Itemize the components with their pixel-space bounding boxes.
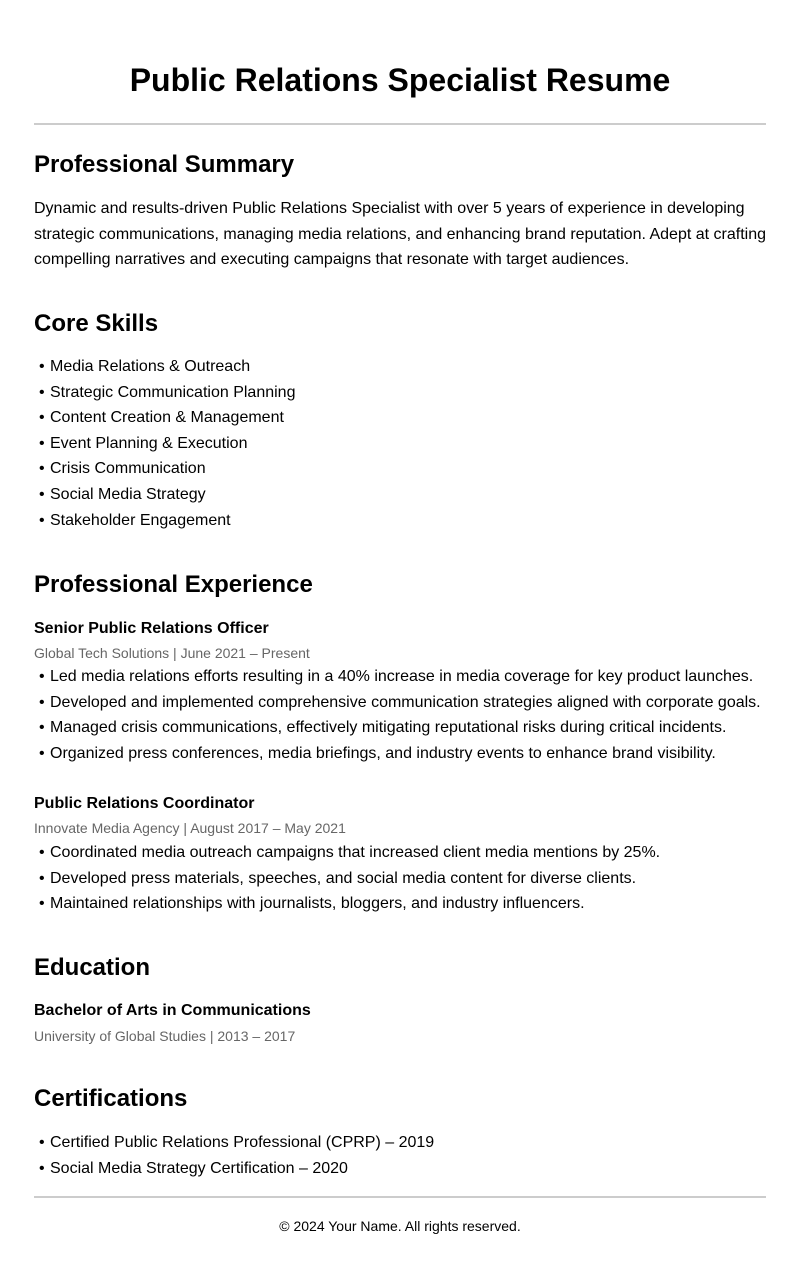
education-meta: University of Global Studies | 2013 – 2017 bbox=[34, 1028, 296, 1044]
bullet-glyph: • bbox=[39, 409, 45, 427]
job-bullet-text: Organized press conferences, media briefings, and industry events to enhance brand visibility. bbox=[50, 744, 716, 762]
skill-label: Event Planning & Execution bbox=[50, 434, 248, 452]
skill-item bbox=[39, 380, 779, 406]
certification-label: Certified Public Relations Professional (CPRP) – 2019 bbox=[50, 1134, 435, 1151]
skills-list bbox=[39, 354, 779, 533]
bullet-glyph: • bbox=[39, 1134, 45, 1151]
job-meta-1: Global Tech Solutions | June 2021 – Present bbox=[34, 645, 310, 661]
certifications-list bbox=[39, 1130, 779, 1181]
bullet-glyph: • bbox=[39, 869, 45, 887]
certifications-heading: Certifications bbox=[34, 1085, 188, 1112]
header-divider bbox=[34, 123, 766, 125]
job-meta-2: Innovate Media Agency | August 2017 – May 2021 bbox=[34, 820, 346, 836]
experience-heading: Professional Experience bbox=[34, 571, 313, 598]
bullet-glyph: • bbox=[39, 434, 45, 452]
job-bullet bbox=[39, 866, 779, 892]
job-bullets-2 bbox=[39, 840, 779, 917]
skill-label: Content Creation & Management bbox=[50, 409, 284, 427]
skill-label: Strategic Communication Planning bbox=[50, 383, 296, 401]
skill-item bbox=[39, 482, 779, 508]
bullet-glyph: • bbox=[39, 844, 45, 861]
job-bullet bbox=[39, 664, 779, 690]
footer-divider bbox=[34, 1196, 766, 1198]
skill-label: Stakeholder Engagement bbox=[50, 511, 231, 529]
bullet-glyph: • bbox=[39, 1159, 45, 1177]
summary-heading: Professional Summary bbox=[34, 151, 295, 178]
bullet-glyph: • bbox=[39, 668, 45, 685]
job-bullet bbox=[39, 690, 779, 716]
certification-item bbox=[39, 1156, 779, 1182]
job-bullet-text: Coordinated media outreach campaigns that increased client media mentions by 25%. bbox=[50, 844, 661, 861]
page-title: Public Relations Specialist Resume bbox=[129, 62, 671, 98]
job-title-1: Senior Public Relations Officer bbox=[34, 620, 269, 637]
job-bullet bbox=[39, 741, 779, 767]
job-bullet-text: Developed press materials, speeches, and social media content for diverse clients. bbox=[50, 869, 637, 887]
bullet-glyph: • bbox=[39, 719, 45, 737]
job-bullet-text: Managed crisis communications, effectively mitigating reputational risks during critical incidents. bbox=[50, 719, 727, 737]
bullet-glyph: • bbox=[39, 358, 45, 375]
skill-label: Social Media Strategy bbox=[50, 485, 206, 503]
bullet-glyph: • bbox=[39, 511, 45, 529]
skill-item bbox=[39, 354, 779, 380]
skill-label: Crisis Communication bbox=[50, 460, 206, 478]
degree-title: Bachelor of Arts in Communications bbox=[34, 1002, 311, 1019]
education-heading: Education bbox=[34, 954, 151, 981]
job-bullet bbox=[39, 840, 779, 866]
bullet-glyph: • bbox=[39, 693, 45, 711]
job-bullet bbox=[39, 891, 779, 917]
job-bullet-text: Led media relations efforts resulting in a 40% increase in media coverage for key product launches. bbox=[50, 668, 754, 685]
skill-item bbox=[39, 508, 779, 534]
job-bullet bbox=[39, 715, 779, 741]
bullet-glyph: • bbox=[39, 895, 45, 913]
bullet-glyph: • bbox=[39, 485, 45, 503]
skill-item bbox=[39, 405, 779, 431]
certification-item bbox=[39, 1130, 779, 1156]
footer-text: © 2024 Your Name. All rights reserved. bbox=[279, 1218, 521, 1234]
skill-item bbox=[39, 456, 779, 482]
certification-label: Social Media Strategy Certification – 2020 bbox=[50, 1159, 348, 1177]
job-bullets-1 bbox=[39, 664, 779, 766]
job-bullet-text: Developed and implemented comprehensive communication strategies aligned with corporate goals. bbox=[50, 693, 761, 711]
bullet-glyph: • bbox=[39, 460, 45, 478]
bullet-glyph: • bbox=[39, 383, 45, 401]
summary-text: Dynamic and results-driven Public Relations Specialist with over 5 years of experience in developing strategic communications, managing media relations, and enhancing brand reputation. Adept at crafting compelling narratives and executing campaigns that resonate with target audiences. bbox=[34, 200, 766, 268]
job-title-2: Public Relations Coordinator bbox=[34, 795, 255, 812]
skill-label: Media Relations & Outreach bbox=[50, 358, 251, 375]
job-bullet-text: Maintained relationships with journalists, bloggers, and industry influencers. bbox=[50, 895, 585, 913]
bullet-glyph: • bbox=[39, 744, 45, 762]
skills-heading: Core Skills bbox=[34, 310, 159, 337]
skill-item bbox=[39, 431, 779, 457]
